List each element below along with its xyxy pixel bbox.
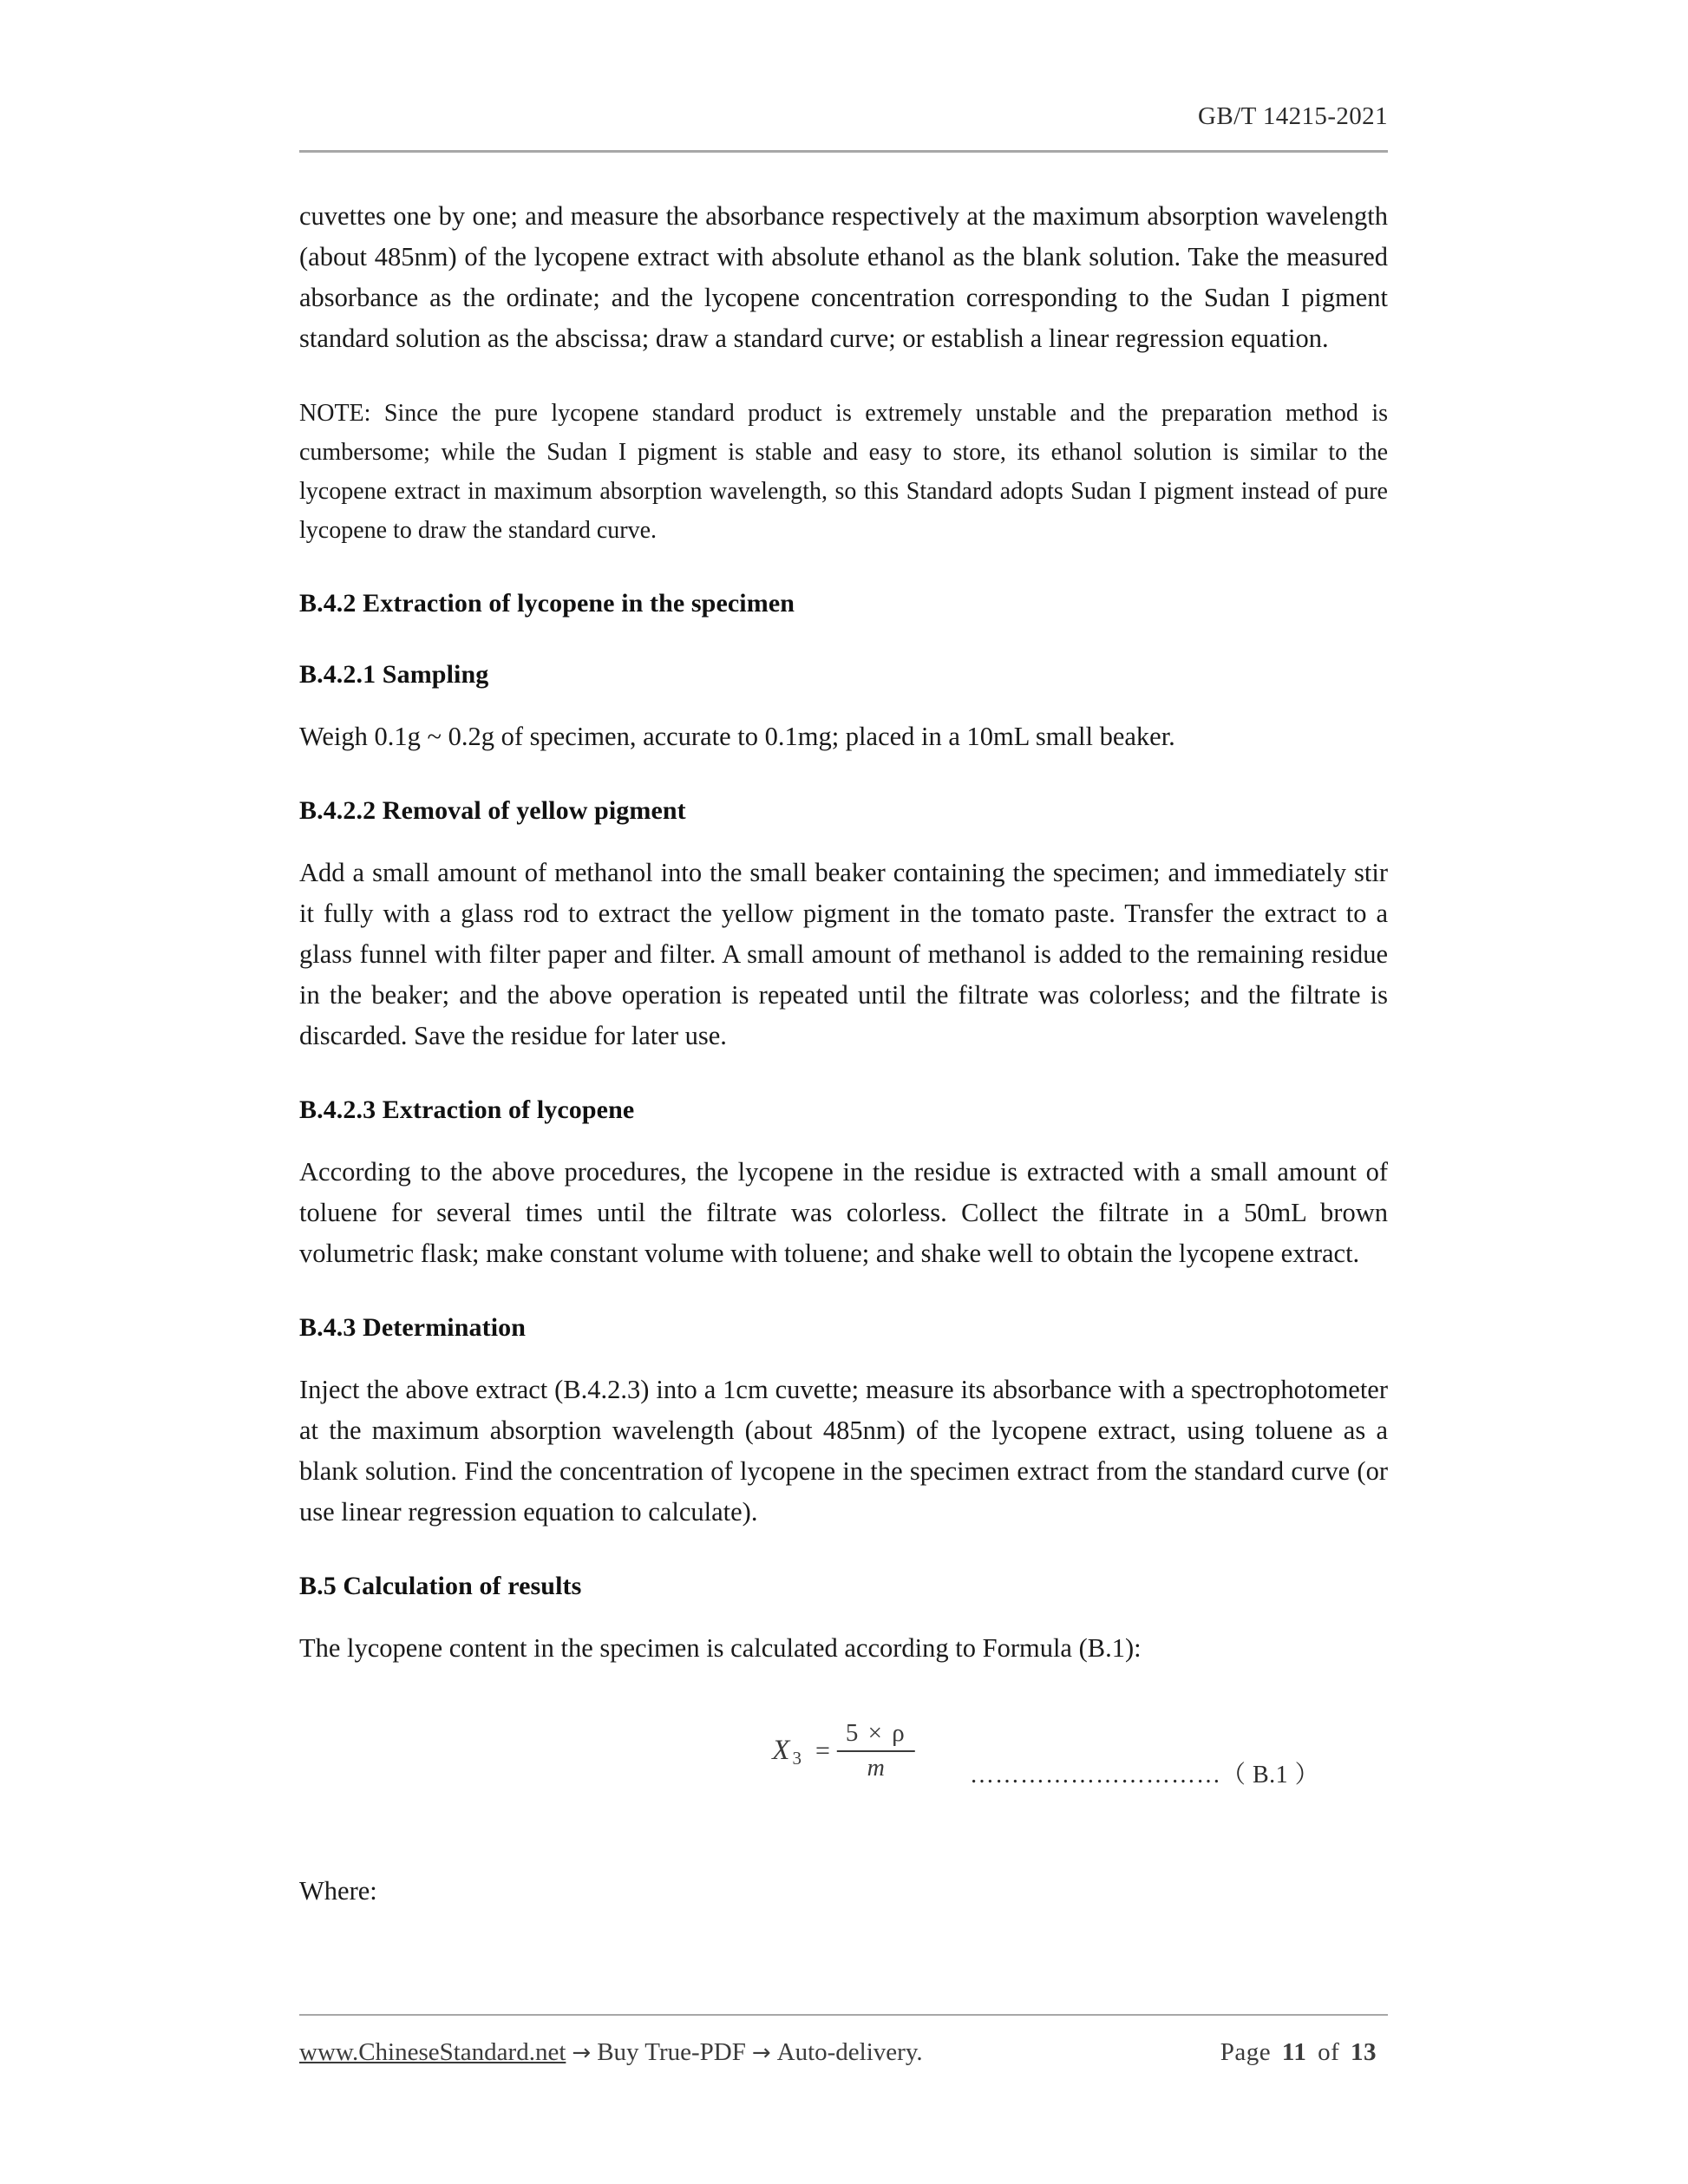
- formula-expression: [772, 1719, 914, 1782]
- paragraph-removal-yellow-pigment: Add a small amount of methanol into the small beaker containing the specimen; and immediately stir it fully with a glass rod to extract the yellow pigment in the tomato paste. Transfer the extract to a glass funnel with filter paper and filter. A small amount of methanol is added to the remaining residue in the beaker; and the above operation is repeated until the filtrate was colorless; and the filtrate is discarded. Save the residue for later use.: [299, 858, 1388, 1050]
- heading-b-4-2-1: B.4.2.1 Sampling: [299, 660, 489, 689]
- formula-numerator: 5 × ρ: [845, 1719, 906, 1747]
- heading-b-4-2-2: B.4.2.2 Removal of yellow pigment: [299, 796, 686, 825]
- heading-b-4-3: B.4.3 Determination: [299, 1313, 527, 1342]
- header-divider: [299, 150, 1388, 153]
- heading-b-4-2-3: B.4.2.3 Extraction of lycopene: [299, 1095, 635, 1124]
- of-word: of: [1318, 2038, 1340, 2066]
- heading-b-5: B.5 Calculation of results: [299, 1572, 582, 1600]
- page-total-number: 13: [1351, 2038, 1377, 2066]
- footer-promo-text: [299, 2038, 923, 2067]
- page-footer: [299, 2014, 1388, 2067]
- page-header: [299, 0, 1388, 131]
- formula-fraction: [837, 1719, 915, 1782]
- formula-block: [299, 1710, 1388, 1828]
- formula-denominator: m: [867, 1755, 885, 1782]
- formula-leader-dots: …………………………: [970, 1762, 1221, 1788]
- arrow-right-icon-2: →: [751, 2040, 771, 2066]
- where-label: Where:: [299, 1876, 377, 1906]
- footer-delivery-label: Auto-delivery.: [776, 2038, 923, 2066]
- formula-equals-sign: =: [815, 1736, 830, 1765]
- chinese-standard-link[interactable]: www.ChineseStandard.net: [299, 2038, 566, 2066]
- formula-number-label: （ B.1 ）: [1221, 1762, 1320, 1788]
- paragraph-sampling: Weigh 0.1g ~ 0.2g of specimen, accurate to 0.1mg; placed in a 10mL small beaker.: [299, 722, 1175, 751]
- footer-buy-label: Buy True-PDF: [597, 2038, 746, 2066]
- heading-b-4-2: B.4.2 Extraction of lycopene in the specimen: [299, 589, 795, 618]
- paragraph-intro: cuvettes one by one; and measure the absorbance respectively at the maximum absorption wavelength (about 485nm) of the lycopene extract with absolute ethanol as the blank solution. Take the measured absorbance as the ordinate; and the lycopene concentration corresponding to the Sudan I pigment standard solution as the abscissa; draw a standard curve; or establish a linear regression equation.: [299, 201, 1388, 353]
- note-paragraph: NOTE: Since the pure lycopene standard product is extremely unstable and the preparation method is cumbersome; while the Sudan I pigment is stable and easy to store, its ethanol solution is similar to the lycopene extract in maximum absorption wavelength, so this Standard adopts Sudan I pigment instead of pure lycopene to draw the standard curve.: [299, 400, 1388, 544]
- formula-number-group: [970, 1756, 1319, 1790]
- paragraph-calculation-intro: The lycopene content in the specimen is calculated according to Formula (B.1):: [299, 1633, 1142, 1663]
- standard-number: GB/T 14215-2021: [1198, 102, 1388, 130]
- paragraph-determination: Inject the above extract (B.4.2.3) into a 1cm cuvette; measure its absorbance with a spectrophotometer at the maximum absorption wavelength (about 485nm) of the lycopene extract, using toluene as a blank solution. Find the concentration of lycopene in the specimen extract from the standard curve (or use linear regression equation to calculate).: [299, 1375, 1388, 1527]
- formula-variable: X: [772, 1735, 790, 1766]
- page-number-indicator: [1220, 2038, 1388, 2067]
- page-current-number: 11: [1281, 2038, 1307, 2066]
- paragraph-extraction-lycopene: According to the above procedures, the lycopene in the residue is extracted with a small amount of toluene for several times until the filtrate was colorless. Collect the filtrate in a 50mL brown volumetric flask; make constant volume with toluene; and shake well to obtain the lycopene extract.: [299, 1157, 1388, 1268]
- footer-content: [299, 2016, 1388, 2067]
- formula-subscript: 3: [792, 1748, 801, 1769]
- arrow-right-icon-1: →: [572, 2040, 592, 2066]
- page-content: [299, 0, 1388, 1909]
- page-word: Page: [1220, 2038, 1272, 2066]
